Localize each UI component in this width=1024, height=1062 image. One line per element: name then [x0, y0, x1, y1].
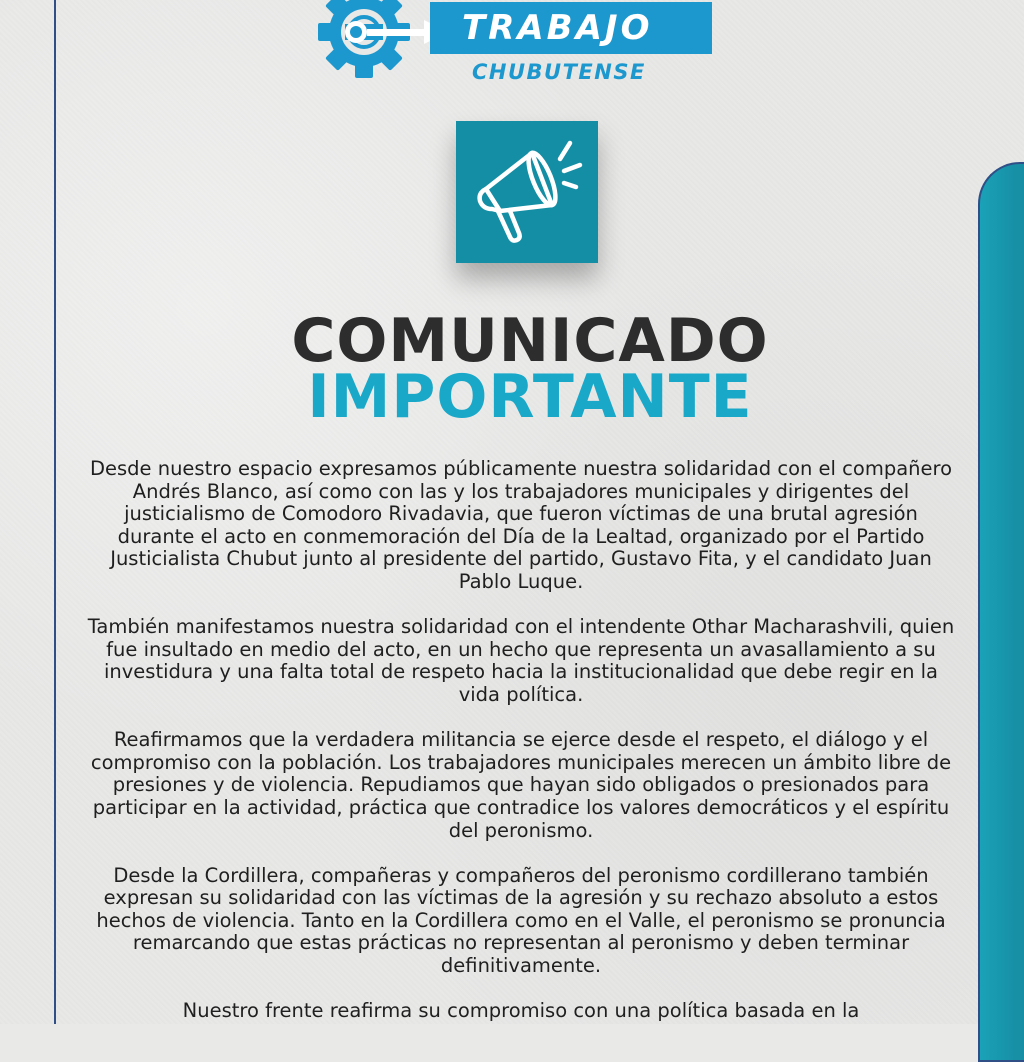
- logo-trabajo-chubutense: [312, 0, 712, 92]
- paragraph-2: También manifestamos nuestra solidaridad con el intendente Othar Macharashvili, quien fue insultado en medio del acto, en un hecho que representa un avasallamiento a su investidura y una falta total de respeto hacia la institucionalidad que debe regir en la vida política.: [87, 615, 955, 706]
- left-border-line: [54, 0, 56, 1024]
- heading-comunicado: COMUNICADO: [291, 306, 769, 376]
- megaphone-icon: [456, 121, 598, 263]
- megaphone-tile: [456, 121, 598, 263]
- statement-body: [86, 458, 956, 1045]
- paragraph-5: Nuestro frente reafirma su compromiso con una política basada en la: [182, 999, 860, 1023]
- paragraph-3: Reafirmamos que la verdadera militancia se ejerce desde el respeto, el diálogo y el compromiso con la población. Los trabajadores municipales merecen un ámbito libre de presiones y de violencia. Repudiamos que hayan sido obligados o presionados para participar en la actividad, práctica que contradice los valores democráticos y el espíritu del peronismo.: [90, 728, 952, 842]
- paragraph-1: Desde nuestro espacio expresamos públicamente nuestra solidaridad con el compañero Andrés Blanco, así como con las y los trabajadores municipales y dirigentes del justicialismo de Comodoro Rivadavia, que fueron víctimas de una brutal agresión durante el acto en conmemoración del Día de la Lealtad, organizado por el Partido Justicialista Chubut junto al presidente del partido, Gustavo Fita, y el candidato Juan Pablo Luque.: [89, 457, 953, 593]
- logo-subtitle: CHUBUTENSE: [472, 60, 646, 84]
- heading-importante: IMPORTANTE: [307, 362, 753, 432]
- paragraph-4: Desde la Cordillera, compañeras y compañeros del peronismo cordillerano también expresan su solidaridad con las víctimas de la agresión y su rechazo absoluto a estos hechos de violencia. Tanto en la Cordillera como en el Valle, el peronismo se pronuncia remarcando que estas prácticas no representan al peronismo y deben terminar definitivamente.: [96, 863, 946, 978]
- right-accent-panel: [978, 162, 1024, 1062]
- logo-title: TRABAJO: [462, 8, 653, 48]
